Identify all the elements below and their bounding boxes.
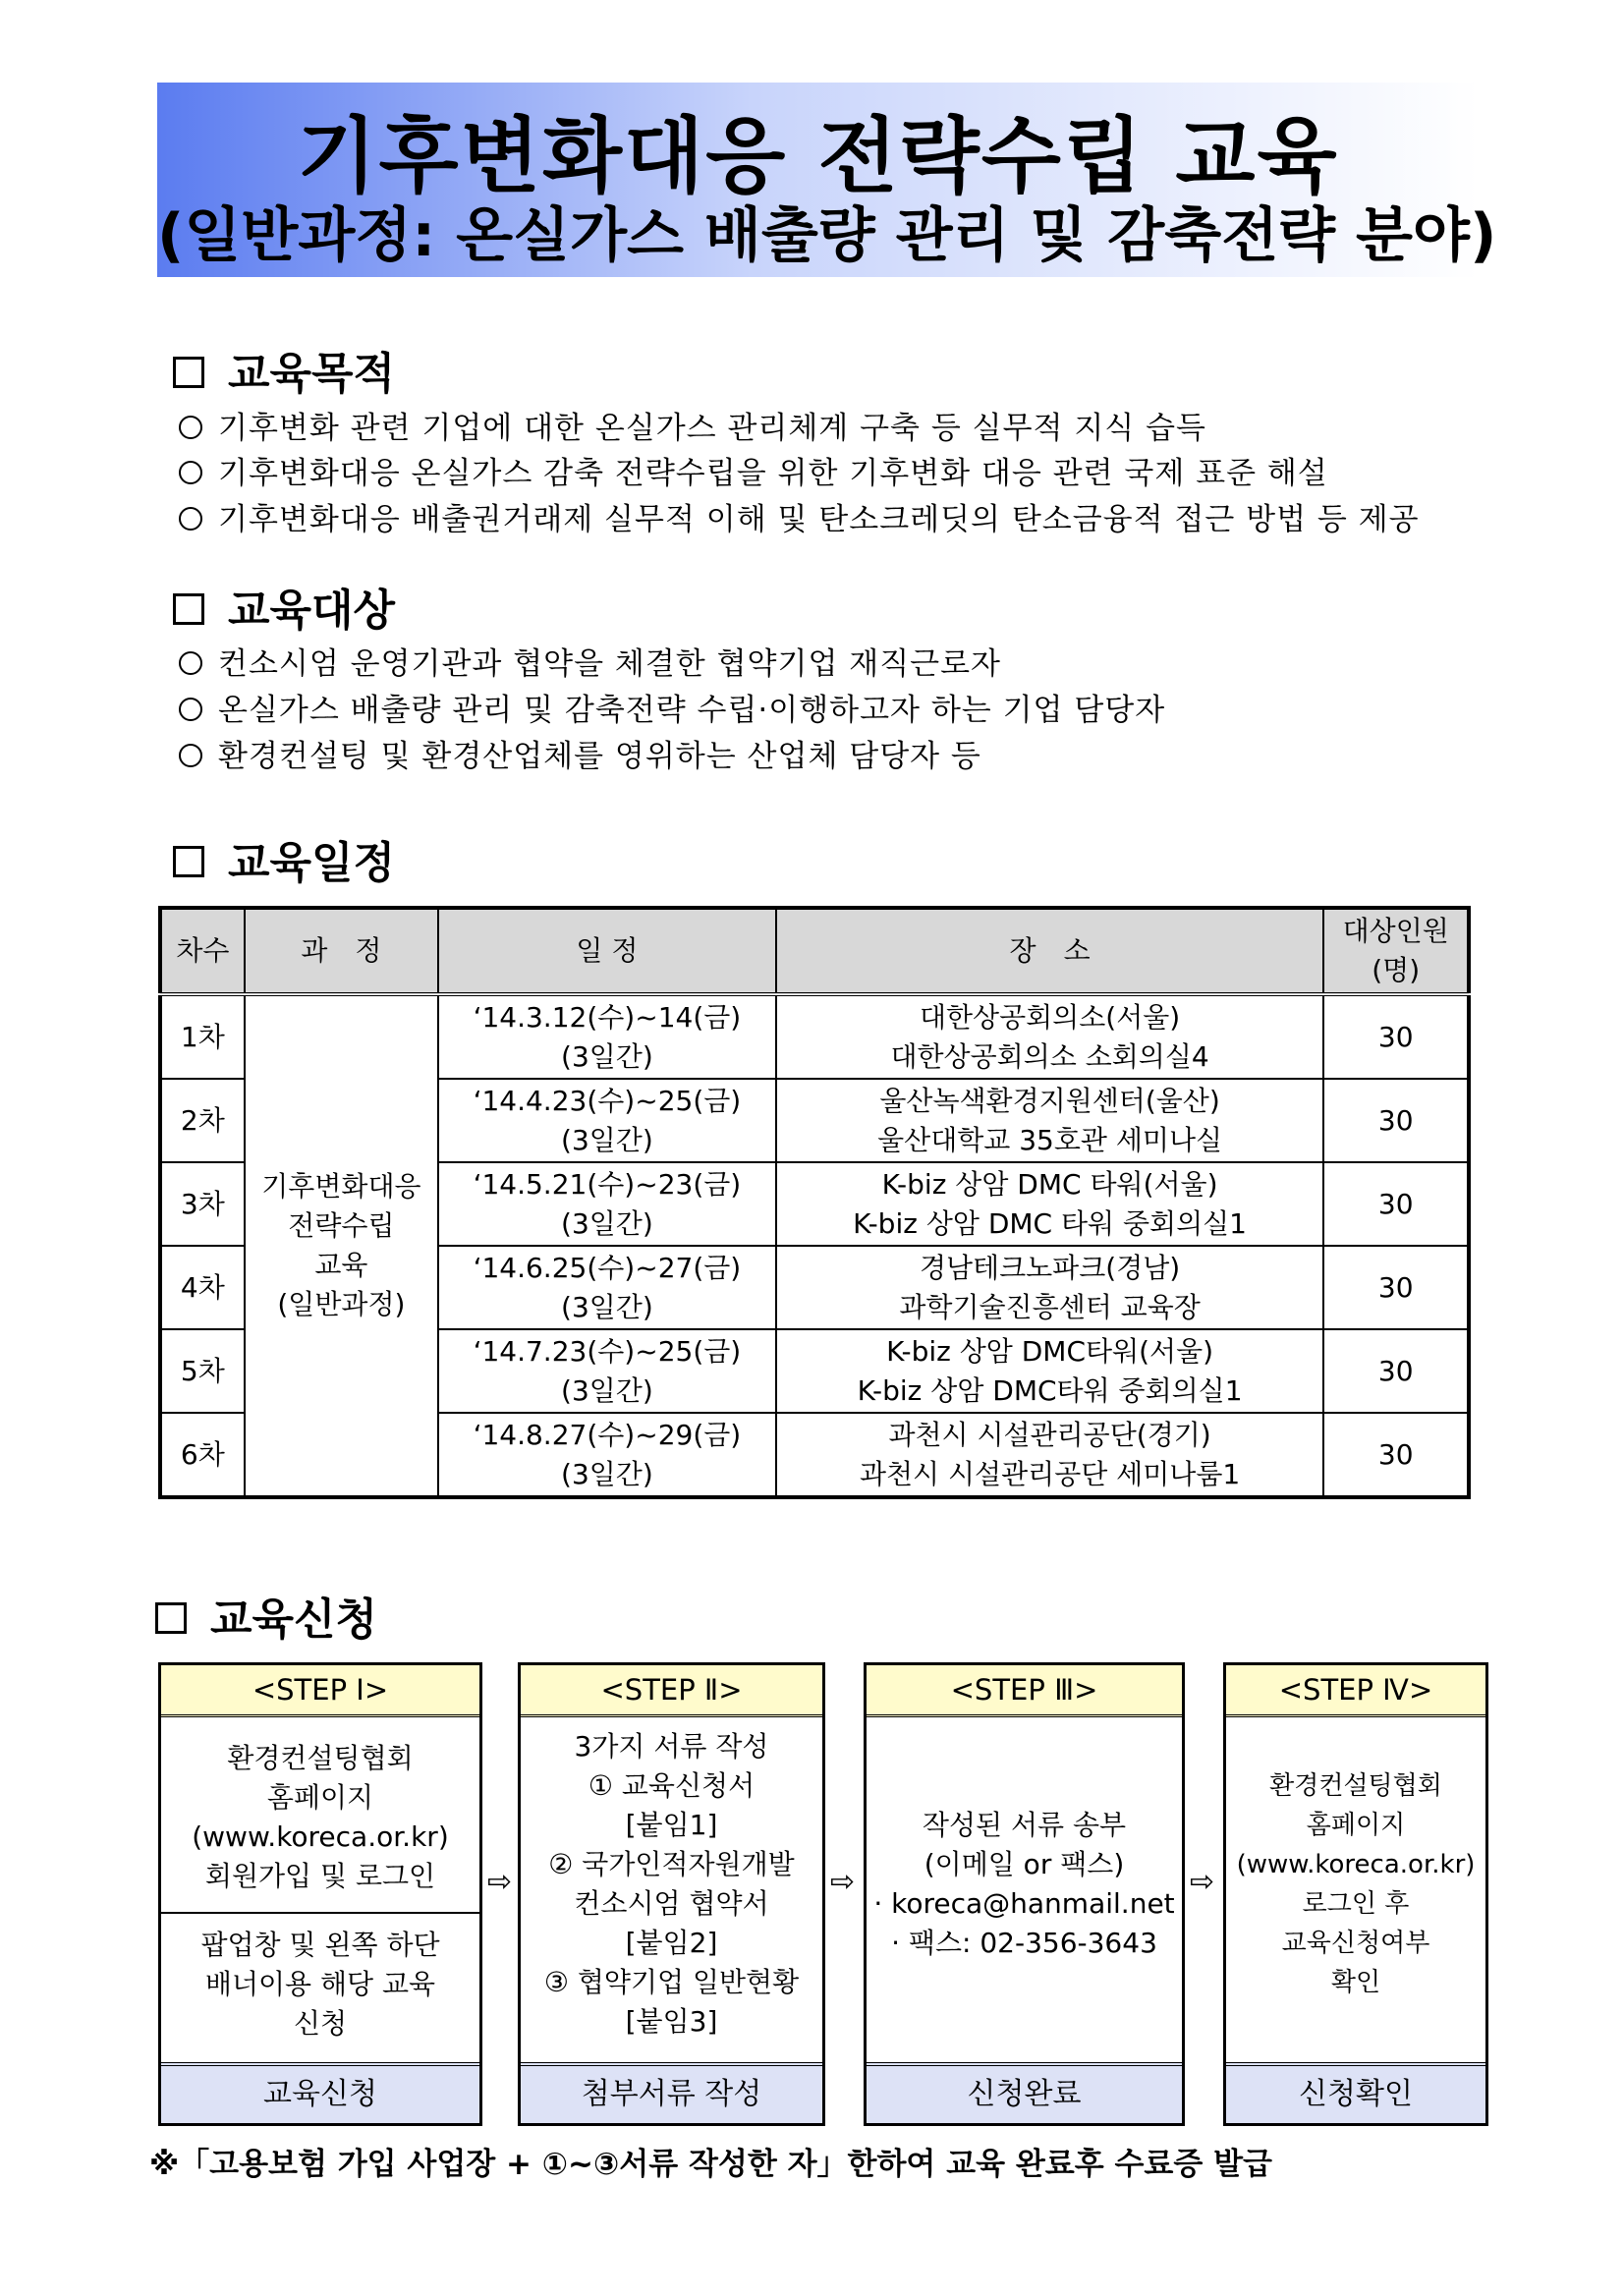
step-1-body: 환경컨설팅협회 홈페이지 (www.koreca.or.kr) 회원가입 및 로그인 팝업창 및 왼쪽 하단 배너이용 해당 교육 신청: [161, 1717, 479, 2062]
date-cell: ‘14.8.27(수)~29(금) (3일간): [438, 1413, 776, 1497]
arrow-right-icon: ⇨: [1190, 1865, 1215, 1899]
schedule-table: [158, 906, 1471, 1499]
course-cell: 기후변화대응 전략수립 교육 (일반과정): [245, 994, 438, 1497]
date-cell: ‘14.4.23(수)~25(금) (3일간): [438, 1079, 776, 1162]
section-heading-schedule: 교육일정: [173, 827, 395, 890]
step-4-header: <STEP Ⅳ>: [1226, 1665, 1485, 1717]
round-cell: 6차: [160, 1413, 245, 1497]
count-cell: 30: [1323, 1246, 1469, 1329]
step-3-box: [864, 1662, 1185, 2126]
table-header-row: [160, 908, 1469, 994]
step-4-body: 환경컨설팅협회 홈페이지 (www.koreca.or.kr) 로그인 후 교육신청여부 확인: [1236, 1771, 1476, 1997]
count-cell: 30: [1323, 1329, 1469, 1413]
circle-bullet-icon: [179, 507, 202, 531]
header-place: 장 소: [776, 908, 1324, 994]
place-cell: K-biz 상암 DMC타워(서울) K-biz 상암 DMC타워 중회의실1: [776, 1329, 1324, 1413]
count-cell: 30: [1323, 994, 1469, 1079]
page-subtitle: (일반과정: 온실가스 배출량 관리 및 감축전략 분야): [157, 201, 1497, 270]
step-1-box: [158, 1662, 482, 2126]
count-cell: 30: [1323, 1079, 1469, 1162]
purpose-item: 기후변화대응 배출권거래제 실무적 이해 및 탄소크레딧의 탄소금융적 접근 방법 등 제공: [179, 494, 1420, 538]
target-item: 컨소시엄 운영기관과 협약을 체결한 협약기업 재직근로자: [179, 639, 1001, 683]
circle-bullet-icon: [179, 744, 202, 767]
round-cell: 4차: [160, 1246, 245, 1329]
round-cell: 1차: [160, 994, 245, 1079]
checkbox-square-icon: [173, 846, 204, 877]
step-1-divider: [161, 1912, 479, 1914]
table-row: [160, 994, 1469, 1079]
step-3-footer: 신청완료: [867, 2062, 1182, 2123]
page-title: 기후변화대응 전략수립 교육: [297, 108, 1339, 204]
header-course: 과 정: [245, 908, 438, 994]
circle-bullet-icon: [179, 416, 202, 439]
step-3-header: <STEP Ⅲ>: [867, 1665, 1182, 1717]
date-cell: ‘14.7.23(수)~25(금) (3일간): [438, 1329, 776, 1413]
arrow-right-icon: ⇨: [830, 1865, 856, 1899]
circle-bullet-icon: [179, 651, 202, 675]
header-dates: 일 정: [438, 908, 776, 994]
date-cell: ‘14.3.12(수)~14(금) (3일간): [438, 994, 776, 1079]
date-cell: ‘14.6.25(수)~27(금) (3일간): [438, 1246, 776, 1329]
section-heading-target: 교육대상: [173, 575, 395, 638]
purpose-item: 기후변화 관련 기업에 대한 온실가스 관리체계 구축 등 실무적 지식 습득: [179, 403, 1206, 447]
step-3-body: 작성된 서류 송부 (이메일 or 팩스) · koreca@hanmail.net · 팩스: 02-356-3643: [873, 1809, 1175, 1959]
checkbox-square-icon: [155, 1602, 187, 1634]
footnote: ※「고용보험 가입 사업장 + ①~③서류 작성한 자」한하여 교육 완료후 수료증 발급: [149, 2147, 1272, 2182]
step-2-header: <STEP Ⅱ>: [521, 1665, 822, 1717]
header-count: 대상인원 (명): [1323, 908, 1469, 994]
step-4-footer: 신청확인: [1226, 2062, 1485, 2123]
step-2-box: [518, 1662, 825, 2126]
count-cell: 30: [1323, 1162, 1469, 1246]
step-2-body: 3가지 서류 작성 ① 교육신청서 [붙임1] ② 국가인적자원개발 컨소시엄 협약서 [붙임2] ③ 협약기업 일반현황 [붙임3]: [543, 1730, 800, 2038]
step-1-header: <STEP Ⅰ>: [161, 1665, 479, 1717]
target-item: 환경컨설팅 및 환경산업체를 영위하는 산업체 담당자 등: [179, 731, 981, 775]
place-cell: 과천시 시설관리공단(경기) 과천시 시설관리공단 세미나룸1: [776, 1413, 1324, 1497]
section-heading-apply: 교육신청: [155, 1584, 377, 1647]
date-cell: ‘14.5.21(수)~23(금) (3일간): [438, 1162, 776, 1246]
place-cell: 울산녹색환경지원센터(울산) 울산대학교 35호관 세미나실: [776, 1079, 1324, 1162]
step-2-footer: 첨부서류 작성: [521, 2062, 822, 2123]
purpose-item: 기후변화대응 온실가스 감축 전략수립을 위한 기후변화 대응 관련 국제 표준 해설: [179, 448, 1328, 492]
step-1-footer: 교육신청: [161, 2062, 479, 2123]
section-heading-purpose: 교육목적: [173, 338, 395, 401]
step-4-box: [1223, 1662, 1488, 2126]
checkbox-square-icon: [173, 357, 204, 388]
place-cell: K-biz 상암 DMC 타워(서울) K-biz 상암 DMC 타워 중회의실1: [776, 1162, 1324, 1246]
place-cell: 경남테크노파크(경남) 과학기술진흥센터 교육장: [776, 1246, 1324, 1329]
round-cell: 5차: [160, 1329, 245, 1413]
header-round: 차수: [160, 908, 245, 994]
circle-bullet-icon: [179, 461, 202, 484]
target-item: 온실가스 배출량 관리 및 감축전략 수립·이행하고자 하는 기업 담당자: [179, 685, 1165, 729]
arrow-right-icon: ⇨: [487, 1865, 513, 1899]
round-cell: 2차: [160, 1079, 245, 1162]
circle-bullet-icon: [179, 698, 202, 721]
checkbox-square-icon: [173, 593, 204, 625]
count-cell: 30: [1323, 1413, 1469, 1497]
round-cell: 3차: [160, 1162, 245, 1246]
place-cell: 대한상공회의소(서울) 대한상공회의소 소회의실4: [776, 994, 1324, 1079]
